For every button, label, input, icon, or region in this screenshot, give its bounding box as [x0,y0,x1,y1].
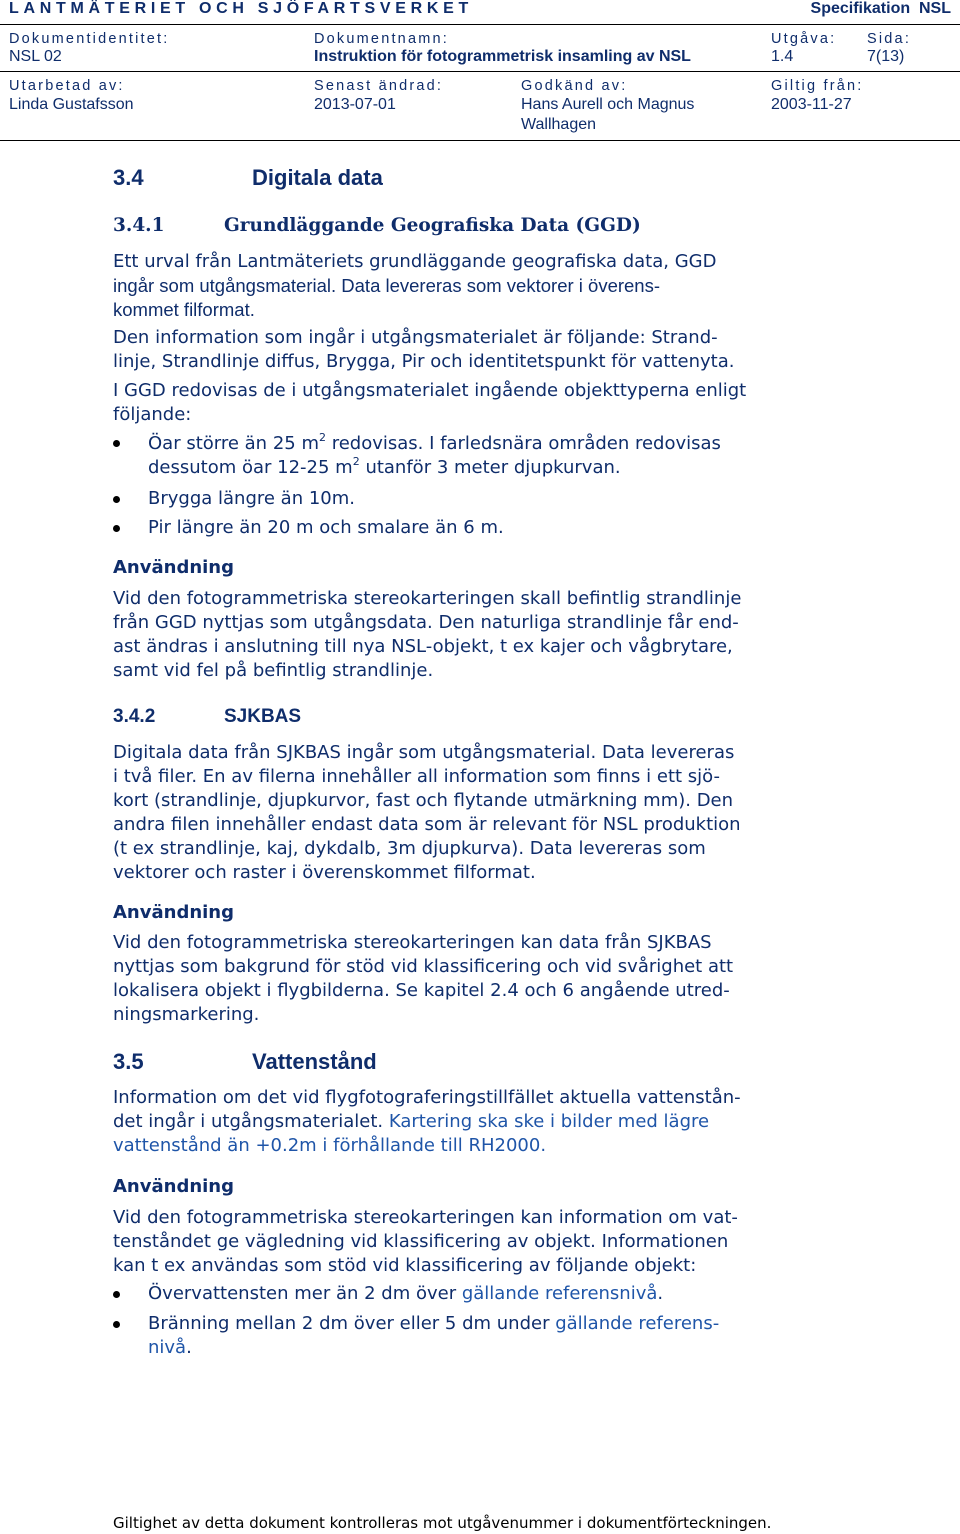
section-3-5-title: Vattenstånd [252,1049,377,1074]
doc-name-label: Dokumentnamn: [314,31,449,47]
header-mid-rule [0,71,960,72]
section-3-4-title: Digitala data [252,165,383,190]
ggd-usage-paragraph: Vid den fotogrammetriska stereokarteringen skall befintlig strandlinje från GGD nyttjas som utgångsdata. Den naturliga strandlinje får end- ast ändras i anslutning till nya NSL-objekt, t ex kajer och vågbrytare, samt vid fel på befintlig strandlinje. [113,588,742,681]
approved-by-line1: Hans Aurell och Magnus [521,96,695,113]
bullet-dot [113,496,120,503]
section-3-5-number: 3.5 [113,1049,144,1074]
revision-note: Kartering ska ske i bilder med lägre [388,1111,710,1132]
version: 1.4 [771,48,794,65]
ggd-intro-paragraph: Ett urval från Lantmäteriets grundläggande geografiska data, GGD ingår som utgångsmaterial. Data levereras som vektorer i överens- kommet filformat. [113,251,717,320]
doc-name: Instruktion för fotogrammetrisk insamling av NSL [314,48,691,65]
list-item-branning: Bränning mellan 2 dm över eller 5 dm under gällande referens- nivå. [148,1313,720,1358]
doc-id-label: Dokumentidentitet: [9,31,170,47]
ggd-object-types-paragraph: I GGD redovisas de i utgångsmaterialet ingående objekttyperna enligt följande: [113,380,747,425]
doc-id: NSL 02 [9,48,62,65]
valid-label: Giltig från: [771,78,864,94]
section-3-4-number: 3.4 [113,165,144,190]
list-item-brygga: Brygga längre än 10m. [148,488,355,509]
revision-note: vattenstånd än +0.2m i förhållande till RH2000. [113,1135,547,1156]
bullet-dot [113,1291,120,1298]
header-bottom-rule [0,140,960,141]
author-label: Utarbetad av: [9,78,125,94]
page-number: 7(13) [867,48,905,65]
bullet-dot [113,1321,120,1328]
spec-value: NSL [919,0,951,17]
bullet-dot [113,440,120,447]
approved-label: Godkänd av: [521,78,628,94]
approved-by-line2: Wallhagen [521,116,597,133]
reference-level-link: gällande referensnivå [461,1283,658,1304]
valid-from: 2003-11-27 [771,96,852,113]
water-level-paragraph: Information om det vid flygfotograferingstillfället aktuella vattenstån- det ingår i utgångsmaterialet. Kartering ska ske i bilder med lägre vattenstånd än +0.2m i förhållande till RH2000. [113,1087,741,1156]
list-item-pir: Pir längre än 20 m och smalare än 6 m. [148,517,504,538]
version-label: Utgåva: [771,31,837,47]
changed-date: 2013-07-01 [314,96,396,113]
bullet-dot [113,525,120,532]
sjkbas-paragraph: Digitala data från SJKBAS ingår som utgångsmaterial. Data levereras i två filer. En av filerna innehåller all information som finns i ett sjö- kort (strandlinje, djupkurvor, fast och flytande utmärkning mm). Den andra filen innehåller endast data som är relevant för NSL produktion (t ex strandlinje, kaj, dykdalb, 3m djupkurva). Data levereras som vektorer och raster i överenskommet filformat. [113,742,741,883]
page-label: Sida: [867,31,912,47]
ggd-content-paragraph: Den information som ingår i utgångsmaterialet är följande: Strand- linje, Strandlinje diffus, Brygga, Pir och identitetspunkt för vattenyta. [113,327,735,372]
section-3-4-2-title: SJKBAS [224,706,302,727]
organization-name: LANTMÄTERIET OCH SJÖFARTSVERKET [9,0,473,17]
usage-heading-sjkbas: Användning [113,902,235,923]
usage-heading-water-level: Användning [113,1176,235,1197]
usage-heading-ggd: Användning [113,557,235,578]
page-footer: Giltighet av detta dokument kontrolleras mot utgåvenummer i dokumentförteckningen. [113,1514,772,1532]
section-3-4-1-title: Grundläggande Geografiska Data (GGD) [224,215,641,236]
specification-title [811,0,951,18]
changed-label: Senast ändrad: [314,78,444,94]
water-level-usage-paragraph: Vid den fotogrammetriska stereokarteringen kan information om vat- tenståndet ge vägledning vid klassificering av objekt. Informationen kan t ex användas som stöd vid klassificering av följande objekt: [113,1207,738,1276]
sjkbas-usage-paragraph: Vid den fotogrammetriska stereokarteringen kan data från SJKBAS nyttjas som bakgrund för stöd vid klassificering och vid svårighet att lokalisera objekt i flygbilderna. Se kapitel 2.4 och 6 angående utred- ningsmarkering. [113,932,734,1025]
list-item-overvattensten: Övervattensten mer än 2 dm över gällande referensnivå. [148,1283,664,1304]
reference-level-link: gällande referens- [555,1313,720,1334]
spec-label: Specifikation [810,0,911,17]
author: Linda Gustafsson [9,96,134,113]
header-top-rule [0,24,960,25]
list-item-islands: Öar större än 25 $m^2$ redovisas. I farledsnära områden redovisas dessutom öar 12-25 $m^2$ utanför 3 meter djupkurvan. [148,431,721,478]
section-3-4-1-number: 3.4.1 [113,215,165,236]
section-3-4-2-number: 3.4.2 [113,706,156,727]
